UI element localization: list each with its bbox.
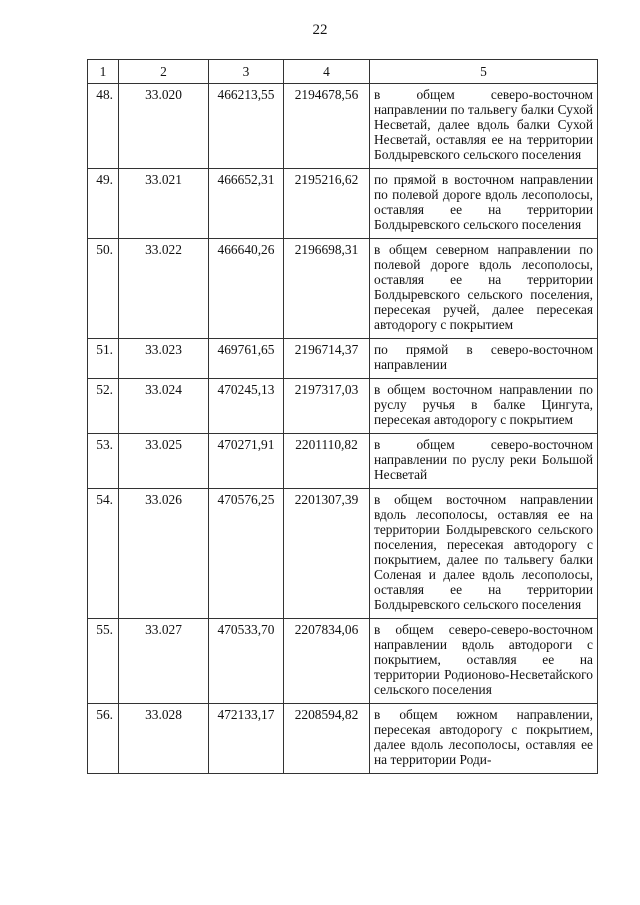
description: в общем восточном направлении вдоль лесополосы, оставляя ее на территории Болдыревского сельского поселения, пересекая автодорогу с покрытием, далее по тальвегу балки Соленая и далее вдоль лесополосы, оставляя ее на территории Болдыревского сельского поселения <box>370 489 598 619</box>
column-header-4: 4 <box>284 60 370 84</box>
coordinate-x: 466640,26 <box>209 239 284 339</box>
coordinate-y: 2207834,06 <box>284 619 370 704</box>
page-number: 22 <box>312 22 328 38</box>
point-code: 33.023 <box>119 339 209 379</box>
point-code: 33.025 <box>119 434 209 489</box>
point-code: 33.026 <box>119 489 209 619</box>
point-code: 33.027 <box>119 619 209 704</box>
column-header-1: 1 <box>88 60 119 84</box>
table-row <box>88 239 598 339</box>
row-number: 48. <box>88 84 119 169</box>
coordinate-y: 2197317,03 <box>284 379 370 434</box>
row-number: 56. <box>88 704 119 774</box>
coordinate-y: 2195216,62 <box>284 169 370 239</box>
table-row <box>88 434 598 489</box>
coordinate-y: 2201110,82 <box>284 434 370 489</box>
coordinate-y: 2201307,39 <box>284 489 370 619</box>
coordinate-x: 472133,17 <box>209 704 284 774</box>
description: в общем северо-северо-восточном направлении вдоль автодороги с покрытием, оставляя ее на территории Родионово-Несветайского сельского поселения <box>370 619 598 704</box>
coordinate-x: 470576,25 <box>209 489 284 619</box>
point-code: 33.022 <box>119 239 209 339</box>
description: по прямой в северо-восточном направлении <box>370 339 598 379</box>
coordinate-x: 470271,91 <box>209 434 284 489</box>
point-code: 33.028 <box>119 704 209 774</box>
column-header-2: 2 <box>119 60 209 84</box>
coordinate-x: 466652,31 <box>209 169 284 239</box>
coordinate-x: 466213,55 <box>209 84 284 169</box>
row-number: 55. <box>88 619 119 704</box>
row-number: 54. <box>88 489 119 619</box>
row-number: 50. <box>88 239 119 339</box>
table-row <box>88 379 598 434</box>
coordinate-y: 2194678,56 <box>284 84 370 169</box>
coordinate-y: 2208594,82 <box>284 704 370 774</box>
coordinate-x: 469761,65 <box>209 339 284 379</box>
coordinate-x: 470245,13 <box>209 379 284 434</box>
description: по прямой в восточном направлении по полевой дороге вдоль лесополосы, оставляя ее на территории Болдыревского сельского поселения <box>370 169 598 239</box>
description: в общем северо-восточном направлении по руслу реки Большой Несветай <box>370 434 598 489</box>
row-number: 53. <box>88 434 119 489</box>
point-code: 33.021 <box>119 169 209 239</box>
description: в общем северном направлении по полевой дороге вдоль лесополосы, оставляя ее на территории Болдыревского сельского поселения, пересекая ручей, далее пересекая автодорогу с покрытием <box>370 239 598 339</box>
description: в общем северо-восточном направлении по тальвегу балки Сухой Несветай, далее вдоль балки Сухой Несветай, оставляя ее на территории Болдыревского сельского поселения <box>370 84 598 169</box>
column-header-3: 3 <box>209 60 284 84</box>
table-row <box>88 704 598 774</box>
table-row <box>88 489 598 619</box>
description: в общем восточном направлении по руслу ручья в балке Цингута, пересекая автодорогу с покрытием <box>370 379 598 434</box>
coordinate-x: 470533,70 <box>209 619 284 704</box>
row-number: 52. <box>88 379 119 434</box>
table-row <box>88 339 598 379</box>
row-number: 51. <box>88 339 119 379</box>
column-header-5: 5 <box>370 60 598 84</box>
table-row <box>88 169 598 239</box>
point-code: 33.020 <box>119 84 209 169</box>
header-row <box>88 60 598 84</box>
coordinate-y: 2196714,37 <box>284 339 370 379</box>
coordinate-y: 2196698,31 <box>284 239 370 339</box>
description: в общем южном направлении, пересекая автодорогу с покрытием, далее вдоль лесополосы, оставляя ее на территории Роди- <box>370 704 598 774</box>
row-number: 49. <box>88 169 119 239</box>
table-row <box>88 619 598 704</box>
point-code: 33.024 <box>119 379 209 434</box>
table-row <box>88 84 598 169</box>
boundary-table <box>87 59 598 774</box>
